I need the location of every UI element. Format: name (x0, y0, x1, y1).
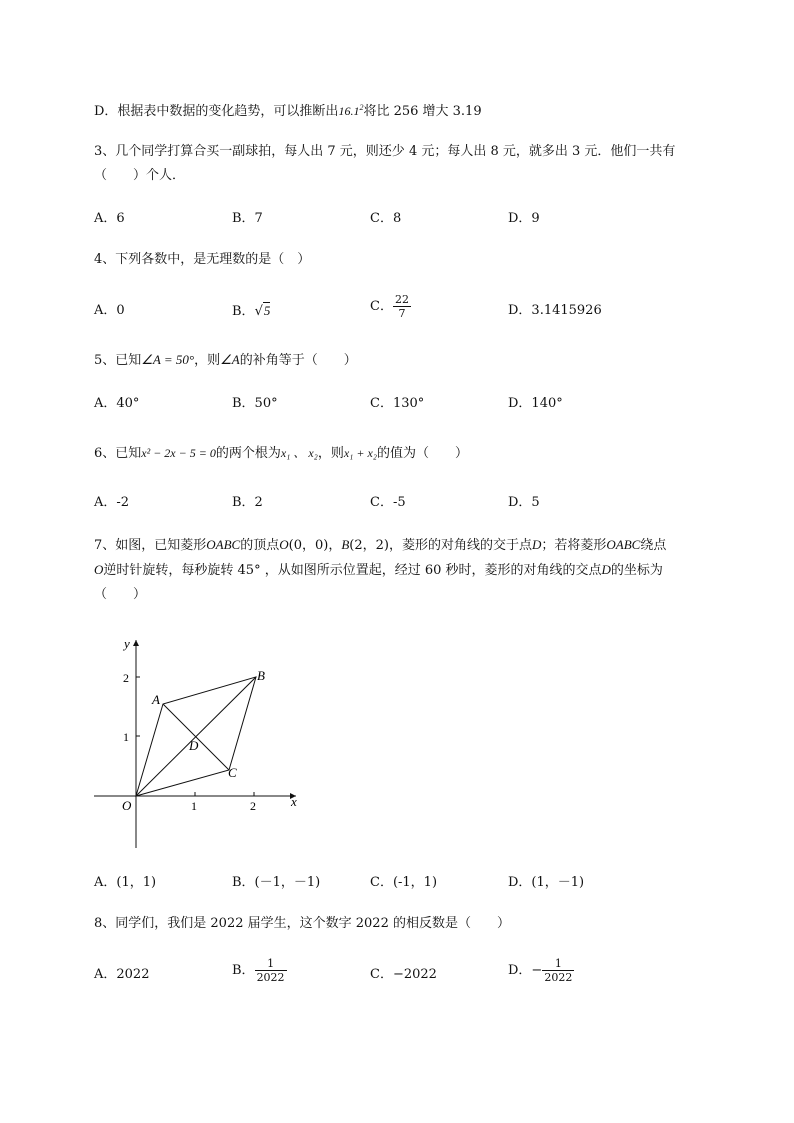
y-axis-label: y (124, 636, 130, 651)
q6-stem (94, 443, 468, 464)
point-d-label: D (189, 738, 199, 753)
q6-roots: x₁ 、 x₂ (280, 446, 318, 460)
q7-stem-line3: （ ） (94, 587, 147, 602)
q4-option-c[interactable] (370, 293, 411, 320)
q5-stem (94, 350, 357, 371)
q8-option-a[interactable]: A．2022 (94, 967, 150, 982)
q7-stem-line1: 7、如图，已知菱形OABC的顶点O(0，0)，B(2，2)，菱形的对角线的交于点D；若将菱形OABC绕点 (94, 537, 667, 553)
q7-option-c[interactable]: C．(-1，1) (370, 875, 438, 890)
q6-tail: 的值为（ ） (376, 446, 468, 461)
sqrt-icon: √5 (254, 303, 271, 319)
q5-condition: ∠A = 50° (141, 352, 195, 367)
q5-option-d[interactable]: D．140° (508, 396, 563, 411)
q4-stem: 4、下列各数中，是无理数的是（ ） (94, 252, 311, 267)
q6-option-c[interactable]: C．-5 (370, 495, 406, 510)
q4-option-a[interactable]: A．0 (94, 303, 125, 318)
x-tick-1: 1 (191, 799, 197, 813)
q4-option-b-label: B． (232, 304, 255, 319)
x-axis-label: x (291, 794, 297, 809)
q5-lead: 5、已知 (94, 353, 142, 368)
origin-label: O (122, 798, 132, 813)
q5-tail: 的补角等于（ ） (239, 353, 357, 368)
q3-option-d[interactable]: D．9 (508, 211, 540, 226)
q7-option-d[interactable]: D．(1，－1) (508, 875, 585, 890)
q8-option-c[interactable]: C．−2022 (370, 967, 437, 982)
q4-option-c-label: C． (370, 299, 393, 314)
q2-option-d (94, 98, 482, 122)
q5-target: ∠A (220, 352, 240, 367)
q4-option-c-fraction: $\frac{22}{7}$ (394, 293, 409, 320)
q6-option-d[interactable]: D．5 (508, 495, 540, 510)
q3-stem-line1: 3、几个同学打算合买一副球拍，每人出 7 元，则还少 4 元；每人出 8 元，就多出 3 元．他们一共有 (94, 144, 676, 159)
q5-mid: ，则 (194, 353, 221, 368)
q5-option-c[interactable]: C．130° (370, 396, 425, 411)
q8-option-b-fraction: $\frac{1}{2022}$ (256, 957, 285, 984)
y-tick-2: 2 (123, 671, 129, 685)
x-tick-2: 2 (250, 799, 256, 813)
q5-option-a[interactable]: A．40° (94, 396, 140, 411)
point-a-label: A (152, 692, 160, 707)
rhombus-figure (90, 630, 310, 860)
q6-lead: 6、已知 (94, 446, 142, 461)
q6-option-a[interactable]: A．-2 (94, 495, 130, 510)
q6-equation: x² − 2x − 5 = 0 (141, 446, 216, 460)
q8-option-d-fraction: $\frac{1}{2022}$ (544, 957, 573, 984)
q6-option-b[interactable]: B．2 (232, 495, 263, 510)
point-c-label: C (228, 765, 237, 780)
q6-sum: x₁ + x₂ (343, 446, 377, 460)
q4-option-b-radicand: 5 (263, 303, 271, 318)
q7-stem-line2: O逆时针旋转，每秒旋转 45° ，从如图所示位置起，经过 60 秒时，菱形的对角线的交点D的坐标为 (94, 562, 663, 578)
q3-option-b[interactable]: B．7 (232, 211, 263, 226)
q3-option-a[interactable]: A．6 (94, 211, 125, 226)
point-b-label: B (257, 668, 265, 683)
q4-option-d[interactable]: D．3.1415926 (508, 303, 602, 318)
q6-mid2: ，则 (317, 446, 344, 461)
q7-option-b[interactable]: B．(－1，－1) (232, 875, 321, 890)
q3-option-c[interactable]: C．8 (370, 211, 402, 226)
q8-option-d[interactable]: D．− $\frac{1}{2022}$ (508, 957, 573, 984)
q3-stem-line2: （ ）个人． (94, 168, 186, 183)
q7-option-a[interactable]: A．(1，1) (94, 875, 157, 890)
y-tick-1: 1 (123, 730, 129, 744)
q2d-lead: D．根据表中数据的变化趋势，可以推断出 (94, 104, 339, 119)
q5-option-b[interactable]: B．50° (232, 396, 278, 411)
q2d-expression: 16.1$^2$ (338, 103, 364, 118)
q6-mid: 的两个根为 (215, 446, 281, 461)
q2d-tail: 将比 256 增大 3.19 (363, 104, 482, 119)
q8-stem: 8、同学们，我们是 2022 届学生，这个数字 2022 的相反数是（ ） (94, 916, 510, 931)
q4-option-b[interactable] (232, 301, 270, 322)
q8-option-b[interactable]: B． $\frac{1}{2022}$ (232, 957, 285, 984)
